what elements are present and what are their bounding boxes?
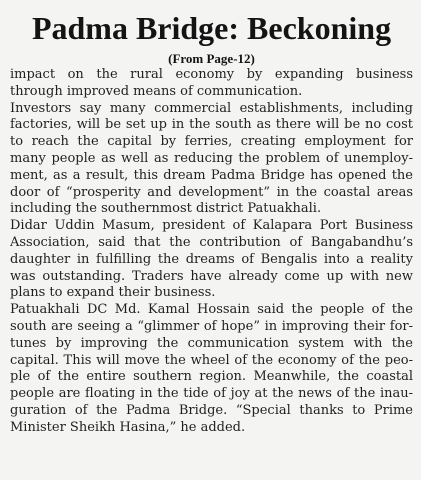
paragraph-line: was outstanding. Traders have already come up with new [10,268,413,284]
paragraph-line: Didar Uddin Masum, president of Kalapara Port Business [10,218,413,234]
paragraph-line: south are seeing a “glimmer of hope” in improving their for- [10,318,413,334]
continuation-note: (From Page-12) [168,51,255,66]
paragraph-line: factories, will be set up in the south as there will be no cost [10,117,413,133]
paragraph-line: guration of the Padma Bridge. “Special thanks to Prime [10,402,413,418]
article-paragraph [10,101,413,219]
paragraph-line: through improved means of communication. [10,83,303,99]
paragraph-line: including the southernmost district Patuakhali. [10,201,322,217]
paragraph-line: people are floating in the tide of joy at the news of the inau- [10,386,413,402]
headline: Padma Bridge: Beckoning [31,10,392,46]
paragraph-line: tunes by improving the communication system with the [10,335,413,351]
paragraph-line: ment, as a result, this dream Padma Bridge has opened the [10,167,413,183]
paragraph-line: impact on the rural economy by expanding business [10,67,413,82]
article-paragraph [10,67,413,101]
paragraph-line: Investors say many commercial establishments, including [10,100,413,116]
paragraph-line: Minister Sheikh Hasina,” he added. [10,419,246,435]
paragraph-line: plans to expand their business. [10,285,216,301]
paragraph-line: door of “prosperity and development” in the coastal areas [10,184,413,200]
article-paragraph [10,218,413,302]
article-paragraph [10,302,413,436]
article-body [10,67,413,437]
paragraph-line: many people as well as reducing the problem of unemploy- [10,150,413,166]
paragraph-line: Patuakhali DC Md. Kamal Hossain said the people of the [10,302,413,318]
paragraph-line: to reach the capital by ferries, creating employment for [10,134,413,150]
paragraph-line: Association, said that the contribution of Bangabandhu’s [10,234,413,250]
paragraph-line: ple of the entire southern region. Meanwhile, the coastal [10,369,413,385]
paragraph-line: capital. This will move the wheel of the economy of the peo- [10,352,413,368]
paragraph-line: daughter in fulfilling the dreams of Bengalis into a reality [10,251,413,267]
